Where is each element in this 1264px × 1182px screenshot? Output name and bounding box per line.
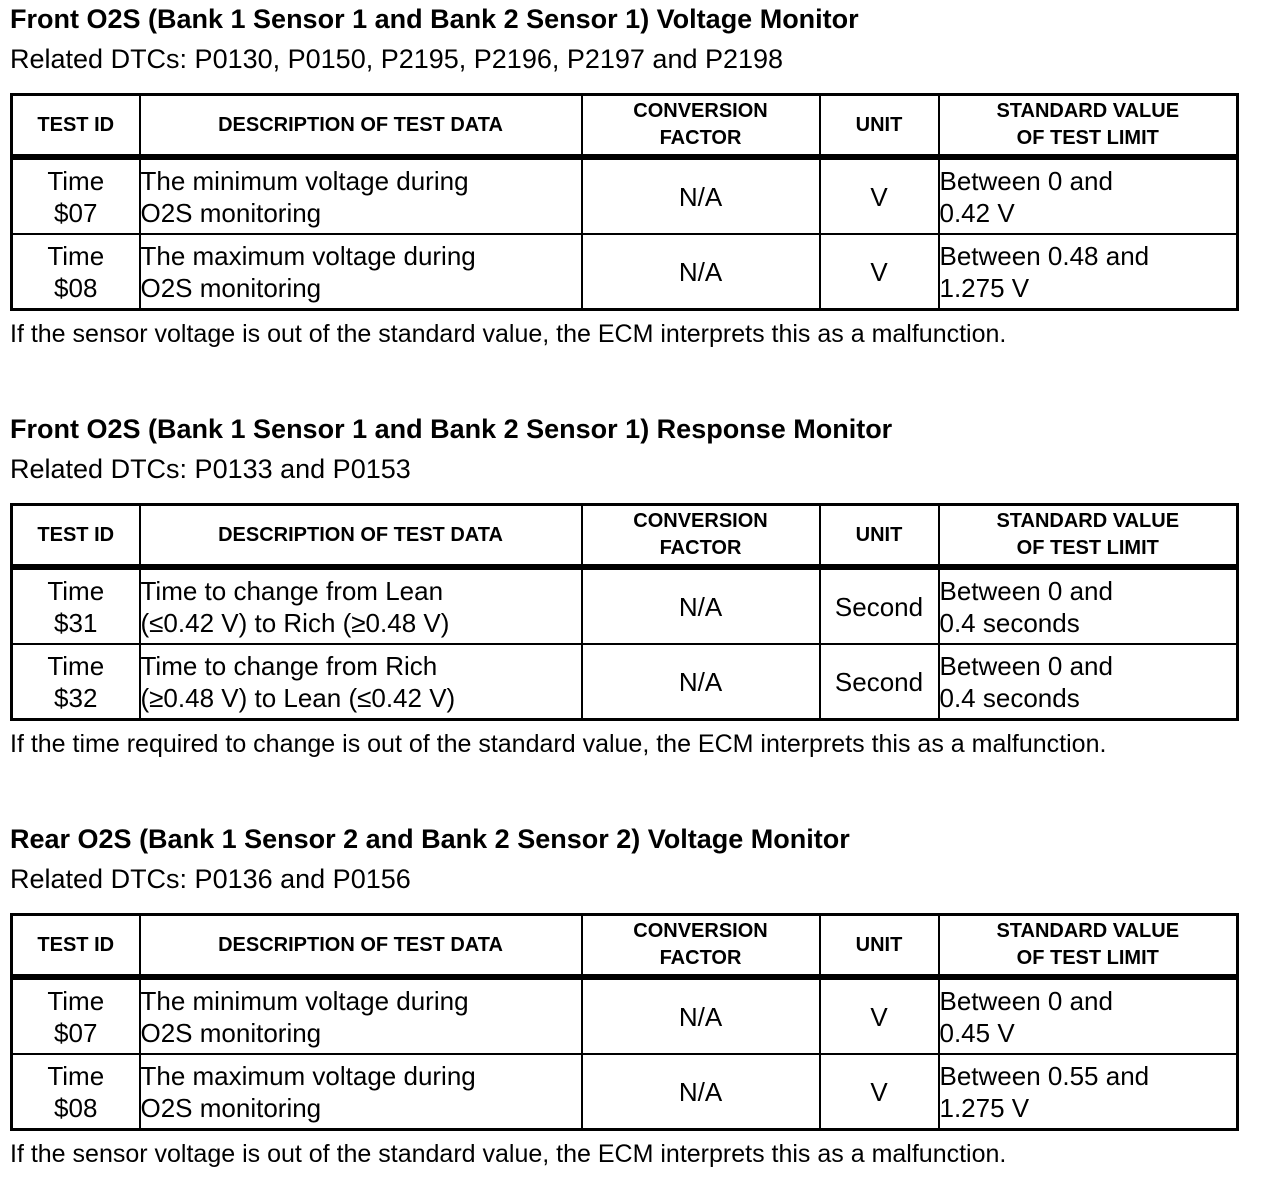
test-data-table bbox=[10, 93, 1239, 311]
cell-test-id: Time $31 bbox=[12, 567, 140, 644]
header-test-id: TEST ID bbox=[12, 505, 140, 568]
cell-standard-value: Between 0.48 and 1.275 V bbox=[939, 234, 1238, 310]
cell-test-id: Time $07 bbox=[12, 977, 140, 1054]
cell-test-id: Time $08 bbox=[12, 1054, 140, 1130]
header-unit: UNIT bbox=[820, 505, 939, 568]
cell-test-id: Time $07 bbox=[12, 157, 140, 234]
cell-conversion-factor: N/A bbox=[582, 977, 820, 1054]
cell-description: The minimum voltage during O2S monitoring bbox=[140, 977, 582, 1054]
section-note: If the time required to change is out of the standard value, the ECM interprets this as a malfunction. bbox=[10, 730, 1107, 758]
cell-conversion-factor: N/A bbox=[582, 567, 820, 644]
cell-standard-value: Between 0 and 0.4 seconds bbox=[939, 567, 1238, 644]
related-dtcs: Related DTCs: P0130, P0150, P2195, P2196, P2197 and P2198 bbox=[10, 44, 784, 74]
section-note: If the sensor voltage is out of the standard value, the ECM interprets this as a malfunction. bbox=[10, 320, 1007, 348]
related-dtcs: Related DTCs: P0133 and P0153 bbox=[10, 454, 411, 484]
cell-standard-value: Between 0.55 and 1.275 V bbox=[939, 1054, 1238, 1130]
table-row bbox=[12, 234, 1238, 310]
header-description: DESCRIPTION OF TEST DATA bbox=[140, 915, 582, 978]
table-row bbox=[12, 644, 1238, 720]
cell-unit: V bbox=[820, 1054, 939, 1130]
table-row bbox=[12, 977, 1238, 1054]
cell-unit: Second bbox=[820, 644, 939, 720]
section-note: If the sensor voltage is out of the standard value, the ECM interprets this as a malfunction. bbox=[10, 1140, 1007, 1168]
cell-description: Time to change from Lean (≤0.42 V) to Rich (≥0.48 V) bbox=[140, 567, 582, 644]
cell-unit: V bbox=[820, 157, 939, 234]
table-row bbox=[12, 1054, 1238, 1130]
header-unit: UNIT bbox=[820, 95, 939, 158]
cell-conversion-factor: N/A bbox=[582, 234, 820, 310]
cell-test-id: Time $32 bbox=[12, 644, 140, 720]
header-unit: UNIT bbox=[820, 915, 939, 978]
test-data-table bbox=[10, 503, 1239, 721]
header-description: DESCRIPTION OF TEST DATA bbox=[140, 505, 582, 568]
cell-conversion-factor: N/A bbox=[582, 157, 820, 234]
table-row bbox=[12, 567, 1238, 644]
header-test-id: TEST ID bbox=[12, 95, 140, 158]
section-title: Front O2S (Bank 1 Sensor 1 and Bank 2 Sensor 1) Response Monitor bbox=[10, 414, 893, 444]
table-header-row bbox=[12, 505, 1238, 568]
cell-description: The minimum voltage during O2S monitoring bbox=[140, 157, 582, 234]
cell-standard-value: Between 0 and 0.4 seconds bbox=[939, 644, 1238, 720]
table-header-row bbox=[12, 95, 1238, 158]
cell-standard-value: Between 0 and 0.45 V bbox=[939, 977, 1238, 1054]
test-data-table bbox=[10, 913, 1239, 1131]
header-standard-value: STANDARD VALUE OF TEST LIMIT bbox=[939, 505, 1238, 568]
cell-description: The maximum voltage during O2S monitoring bbox=[140, 1054, 582, 1130]
cell-unit: Second bbox=[820, 567, 939, 644]
cell-unit: V bbox=[820, 234, 939, 310]
header-standard-value: STANDARD VALUE OF TEST LIMIT bbox=[939, 915, 1238, 978]
header-conversion-factor: CONVERSION FACTOR bbox=[582, 95, 820, 158]
section-title: Rear O2S (Bank 1 Sensor 2 and Bank 2 Sensor 2) Voltage Monitor bbox=[10, 824, 850, 854]
header-conversion-factor: CONVERSION FACTOR bbox=[582, 505, 820, 568]
header-standard-value: STANDARD VALUE OF TEST LIMIT bbox=[939, 95, 1238, 158]
section-title: Front O2S (Bank 1 Sensor 1 and Bank 2 Sensor 1) Voltage Monitor bbox=[10, 4, 859, 34]
cell-conversion-factor: N/A bbox=[582, 644, 820, 720]
cell-unit: V bbox=[820, 977, 939, 1054]
header-conversion-factor: CONVERSION FACTOR bbox=[582, 915, 820, 978]
header-test-id: TEST ID bbox=[12, 915, 140, 978]
cell-description: Time to change from Rich (≥0.48 V) to Lean (≤0.42 V) bbox=[140, 644, 582, 720]
table-row bbox=[12, 157, 1238, 234]
cell-test-id: Time $08 bbox=[12, 234, 140, 310]
table-header-row bbox=[12, 915, 1238, 978]
cell-conversion-factor: N/A bbox=[582, 1054, 820, 1130]
header-description: DESCRIPTION OF TEST DATA bbox=[140, 95, 582, 158]
cell-description: The maximum voltage during O2S monitoring bbox=[140, 234, 582, 310]
cell-standard-value: Between 0 and 0.42 V bbox=[939, 157, 1238, 234]
related-dtcs: Related DTCs: P0136 and P0156 bbox=[10, 864, 411, 894]
